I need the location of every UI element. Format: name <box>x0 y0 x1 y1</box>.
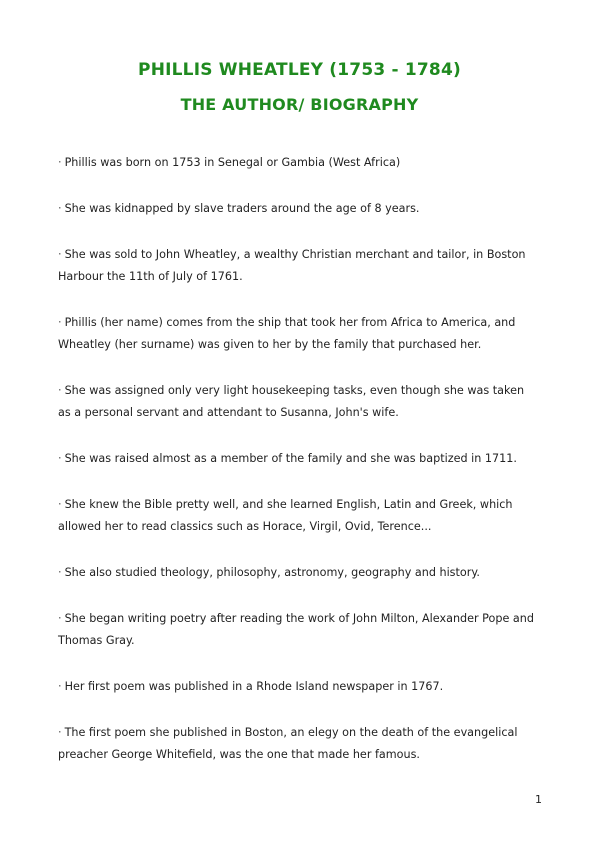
list-item <box>58 312 538 356</box>
bullet-marker: · <box>58 202 62 215</box>
list-item-text: Phillis was born on 1753 in Senegal or Gambia (West Africa) <box>64 156 401 169</box>
bullet-marker: · <box>58 498 62 511</box>
list-item-text: She was raised almost as a member of the family and she was baptized in 1711. <box>64 452 517 465</box>
bullet-marker: · <box>58 316 62 329</box>
page-number: 1 <box>535 793 542 806</box>
list-item <box>58 494 538 538</box>
list-item <box>58 244 538 288</box>
bullet-marker: · <box>58 156 62 169</box>
bullet-marker: · <box>58 680 62 693</box>
list-item <box>58 722 538 766</box>
bullet-marker: · <box>58 726 62 739</box>
bullet-list <box>58 152 538 790</box>
list-item <box>58 448 538 470</box>
document-subtitle: THE AUTHOR/ BIOGRAPHY <box>180 95 419 114</box>
list-item-text: She began writing poetry after reading the work of John Milton, Alexander Pope and Thomas Gray. <box>58 612 534 647</box>
bullet-marker: · <box>58 384 62 397</box>
list-item-text: She was assigned only very light housekeeping tasks, even though she was taken as a personal servant and attendant to Susanna, John's wife. <box>58 384 525 419</box>
bullet-marker: · <box>58 248 62 261</box>
list-item <box>58 676 538 698</box>
document-title: PHILLIS WHEATLEY (1753 - 1784) <box>138 60 461 80</box>
list-item <box>58 380 538 424</box>
list-item <box>58 198 538 220</box>
list-item-text: She was kidnapped by slave traders around the age of 8 years. <box>64 202 420 215</box>
bullet-marker: · <box>58 566 62 579</box>
list-item-text: She knew the Bible pretty well, and she learned English, Latin and Greek, which allowed her to read classics such as Horace, Virgil, Ovid, Terence... <box>58 498 513 533</box>
list-item-text: The first poem she published in Boston, an elegy on the death of the evangelical preacher George Whitefield, was the one that made her famous. <box>58 726 518 761</box>
list-item <box>58 562 538 584</box>
list-item-text: She also studied theology, philosophy, astronomy, geography and history. <box>64 566 480 579</box>
list-item-text: She was sold to John Wheatley, a wealthy Christian merchant and tailor, in Boston Harbour the 11th of July of 1761. <box>58 248 526 283</box>
list-item-text: Phillis (her name) comes from the ship that took her from Africa to America, and Wheatley (her surname) was given to her by the family that purchased her. <box>58 316 516 351</box>
bullet-marker: · <box>58 452 62 465</box>
bullet-marker: · <box>58 612 62 625</box>
list-item <box>58 152 538 174</box>
list-item-text: Her first poem was published in a Rhode Island newspaper in 1767. <box>64 680 444 693</box>
list-item <box>58 608 538 652</box>
